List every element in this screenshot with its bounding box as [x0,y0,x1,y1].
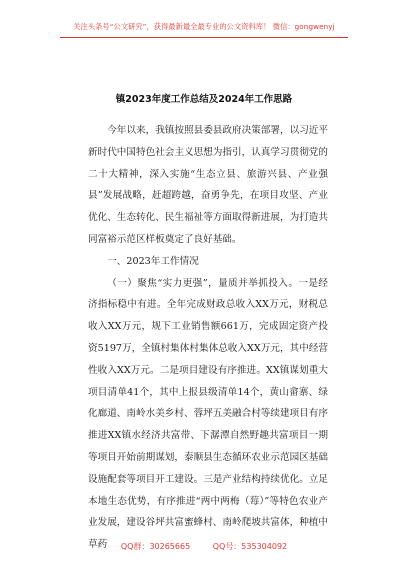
section-heading: 一、2023年工作情况 [107,255,199,267]
banner-divider [60,37,348,38]
document-body [88,120,328,556]
intro-paragraph: 今年以来，我镇按照县委县政府决策部署，以习近平新时代中国特色社会主义思想为指引，认真学习贯彻党的二十大精神，深入实施“生态立县、旅游兴县、产业强县”发展战略，赶超跨越，奋勇争先，在项目攻坚、产业优化、生态转化、民生福祉等方面取得新进展，为打造共同富裕示范区样板奠定了良好基础。 [88,125,328,245]
footer-qq-group: QQ群：30265665 [120,542,191,551]
footer-qq-number: QQ号：535304092 [212,542,288,551]
top-banner: 关注头条号“公文研究”，获得最新最全最专业的公文资料库！ 微信：gongwenyj [73,22,335,31]
section-paragraph: （一）聚焦“实力更强”，量质并举抓投入。一是经济指标稳中有进。全年完成财政总收入XX万元，财税总收入XX万元，规下工业销售额661万，完成固定资产投资5197万，全镇村集体村集体总收入XX万元，其中经营性收入XX万元。二是项目建设有序推进。XX镇谋划重大项目清单41个，其中上报县级清单14个，黄山畲寨、绿化廊道、南岭水美乡村、蓉坪五美融合村等续建项目有序推进XX镇水经济共富带、下潺潭自然野趣共富项目一期等项目开始前期谋划，泰顺县生态循环农业示范园区基础设施配套等项目开工建设。三是产业结构持续优化。立足本地生态优势，有序推进“两中两梅（莓）”等特色农业产业发展，建设谷坪共富蜜蜂村、南岭爬坡共富体，种植中草药 [88,277,328,551]
footer-contacts [0,541,408,552]
document-title: 镇2023年度工作总结及2024年工作思路 [115,94,293,105]
